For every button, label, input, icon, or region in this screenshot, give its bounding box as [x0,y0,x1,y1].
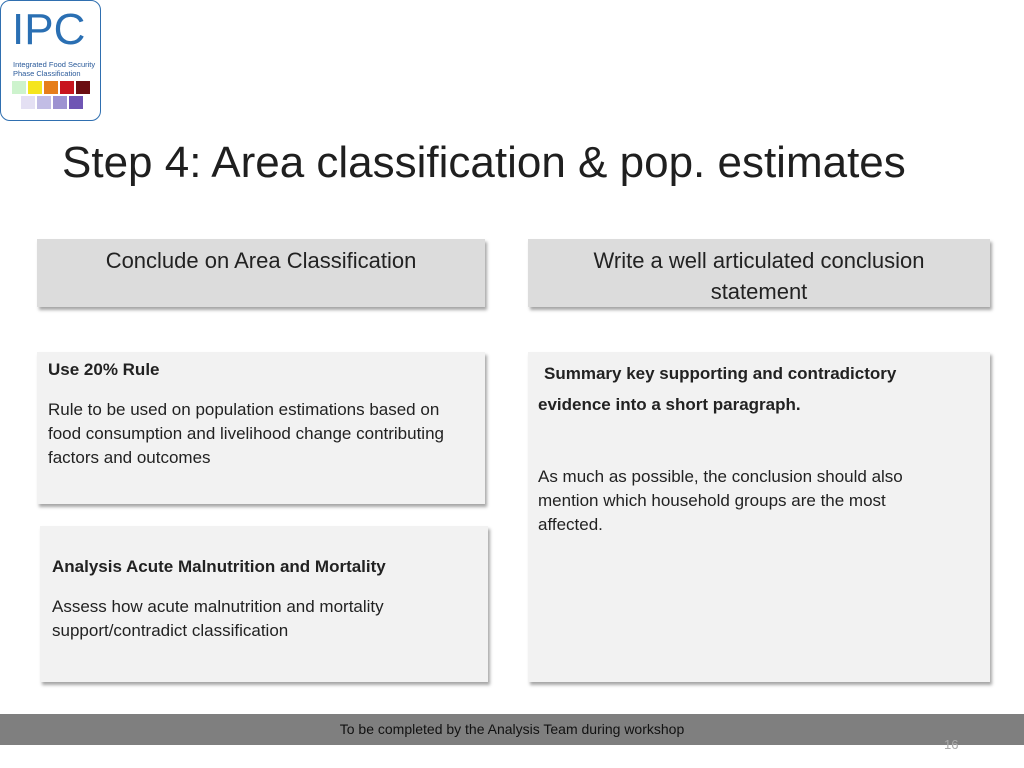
conclusion-statement-header [528,239,990,307]
logo-text: IPC [12,5,86,54]
ipc-logo [0,0,101,121]
nutrition-square-3 [53,96,67,109]
summary-evidence-box [528,352,990,682]
box1-line3: factors and outcomes [48,448,211,467]
phase-square-2 [28,81,42,94]
acute-malnutrition-mortality-box [40,526,488,682]
box3-bold-line1: Summary key supporting and contradictory [544,364,897,383]
nutrition-square-1 [21,96,35,109]
logo-subtitle-line1: Integrated Food Security [13,60,96,69]
box1-line1: Rule to be used on population estimations based on [48,400,440,419]
phase-square-5 [76,81,90,94]
logo-subtitle [13,60,95,78]
logo-phase-squares [12,81,90,111]
nutrition-square-4 [69,96,83,109]
conclude-area-classification-header [37,239,485,307]
box2-line1: Assess how acute malnutrition and mortality [52,597,384,616]
phase-square-1 [12,81,26,94]
box3-bold-line2: evidence into a short paragraph. [538,395,801,414]
box1-heading: Use 20% Rule [48,360,160,379]
slide-title: Step 4: Area classification & pop. estimates [62,138,906,187]
box3-line3: affected. [538,515,603,534]
logo-subtitle-line2: Phase Classification [13,69,81,78]
phase-square-4 [60,81,74,94]
box2-line2: support/contradict classification [52,621,289,640]
right-header-line2: statement [710,279,808,304]
left-header-text: Conclude on Area Classification [105,248,417,273]
nutrition-square-2 [37,96,51,109]
box3-line1: As much as possible, the conclusion should also [538,467,903,486]
box3-line2: mention which household groups are the most [538,491,886,510]
box2-heading: Analysis Acute Malnutrition and Mortality [52,557,386,576]
page-number: 16 [944,737,959,752]
box1-line2: food consumption and livelihood change contributing [48,424,444,443]
phase-square-3 [44,81,58,94]
use-20-percent-rule-box [37,352,485,504]
right-header-line1: Write a well articulated conclusion [593,248,925,273]
footer-text: To be completed by the Analysis Team during workshop [339,721,685,737]
